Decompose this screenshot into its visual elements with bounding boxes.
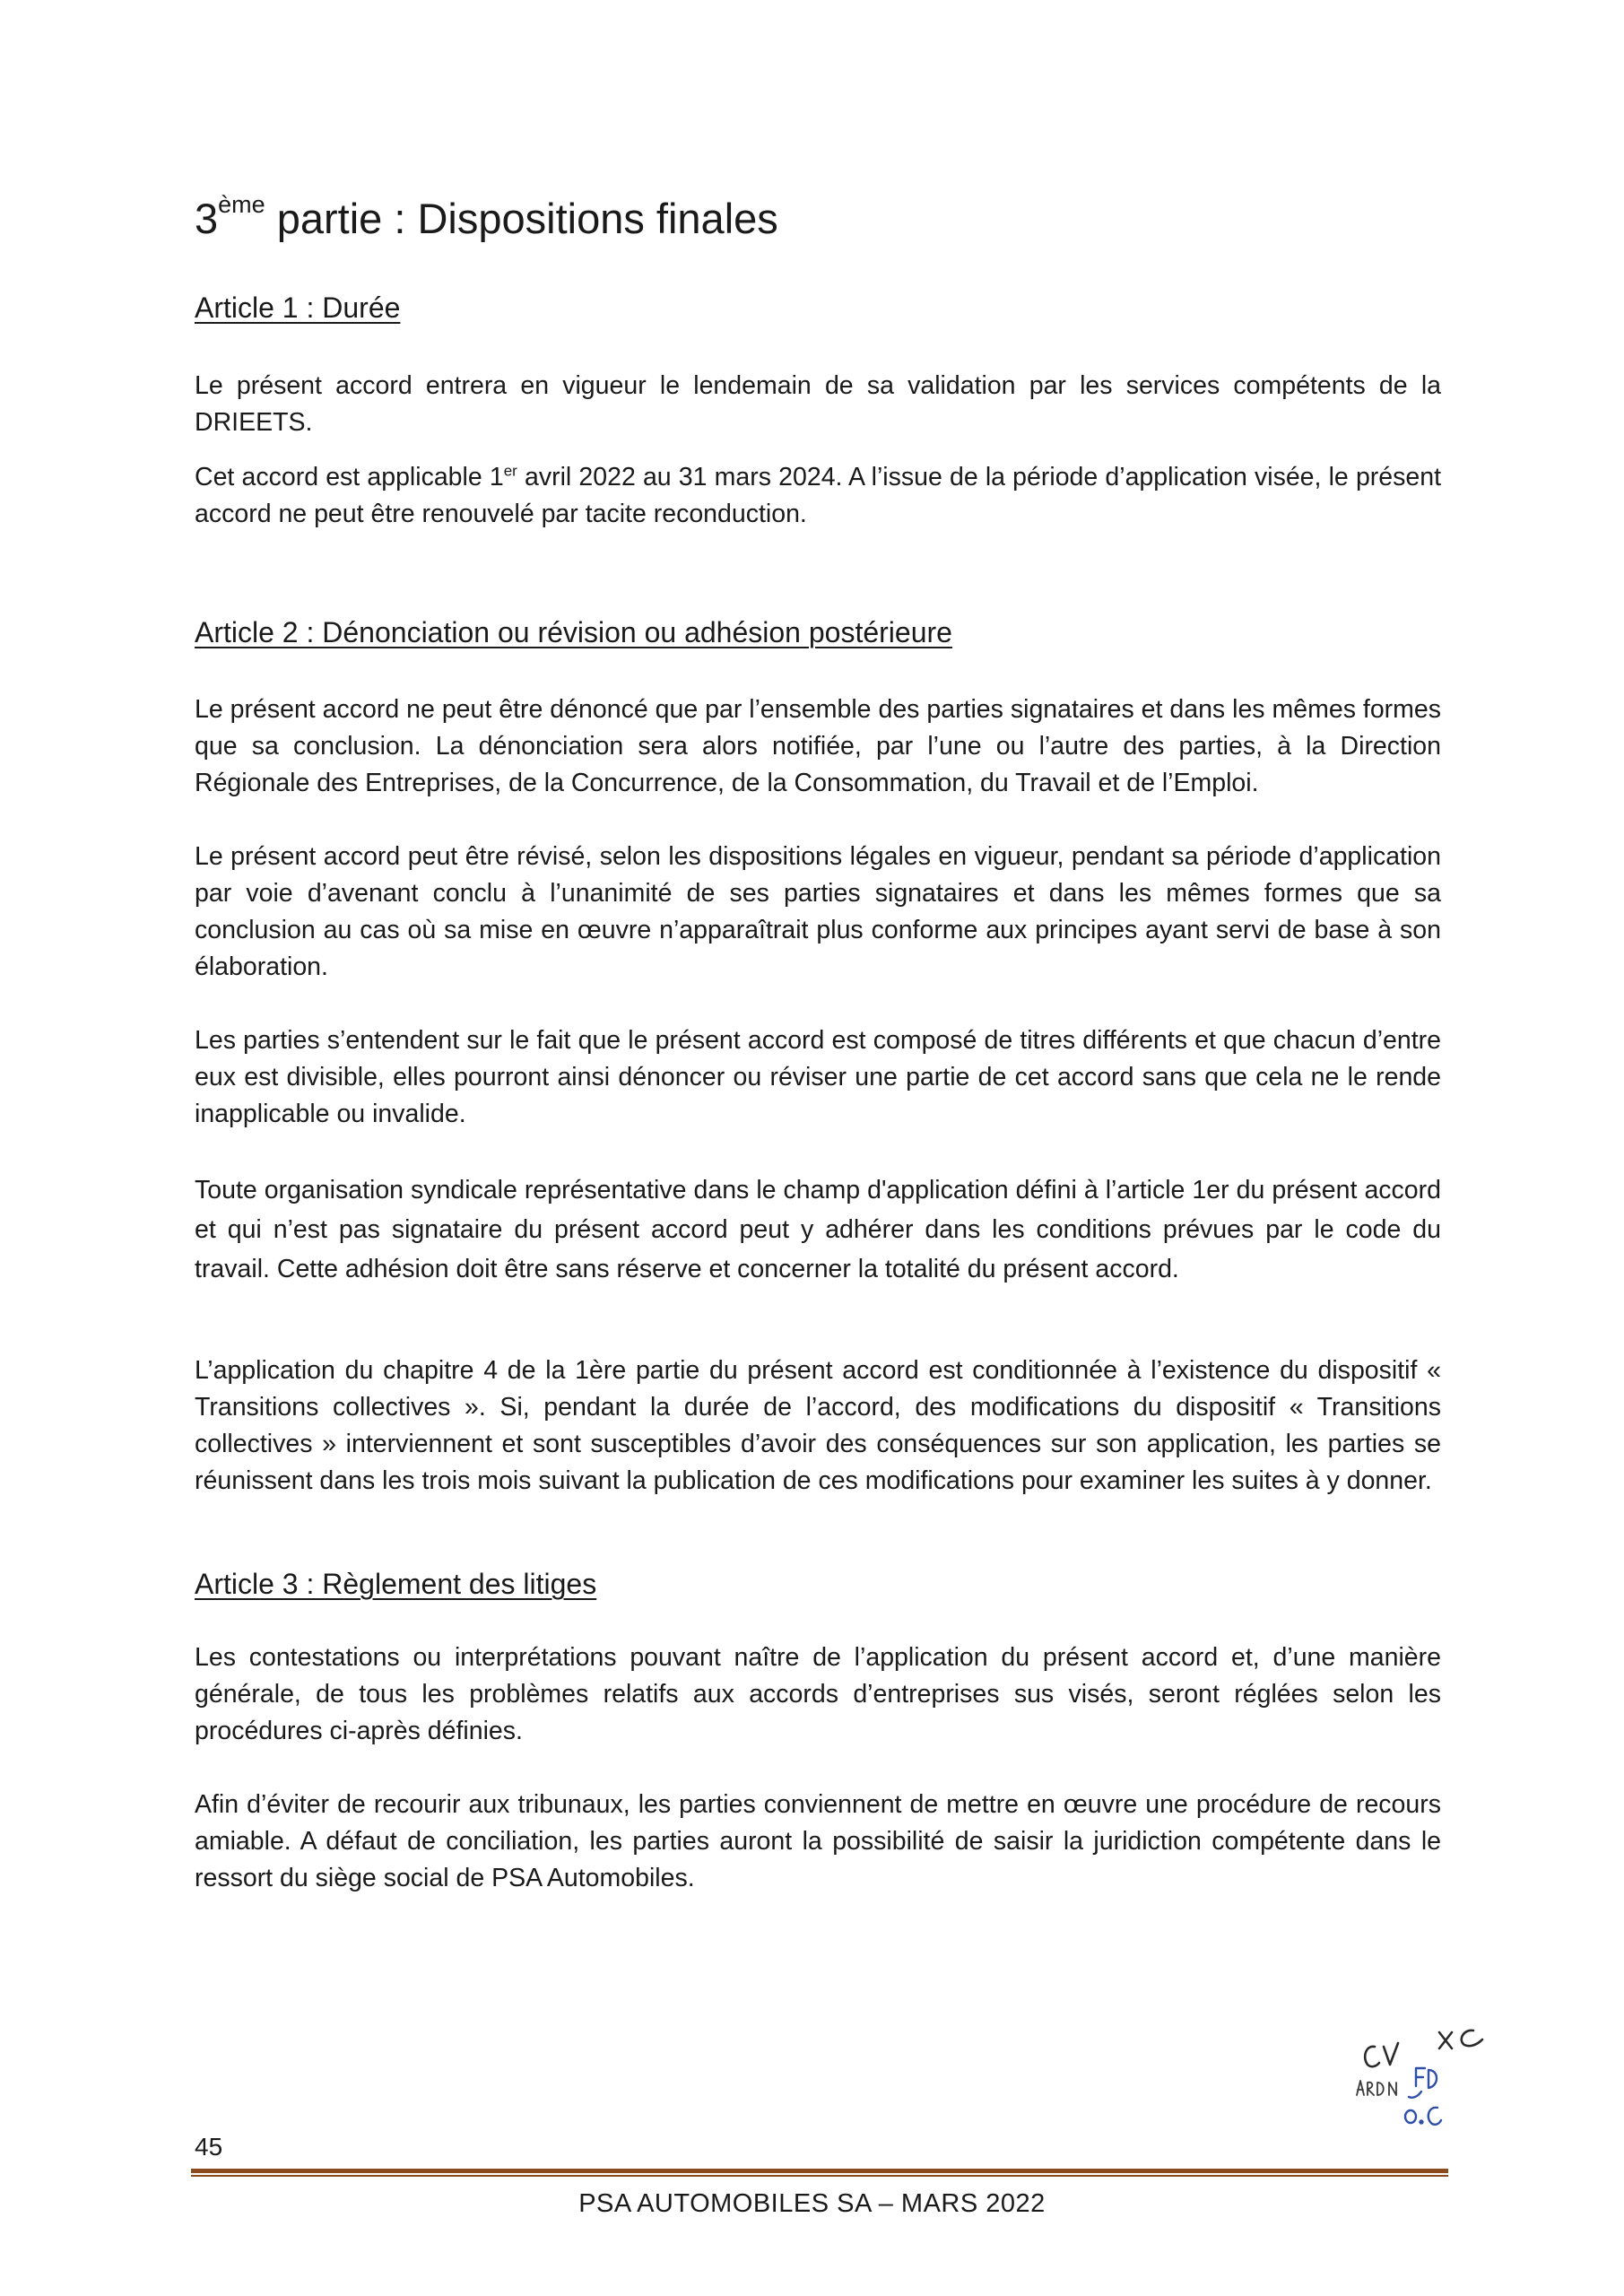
article-3-paragraph-1: Les contestations ou interprétations pouvant naître de l’application du présent accord et, d’une manière générale, de tous les problèmes relatifs aux accords d’entreprises sus visés, seront réglées selon les procédures ci-après définies.: [195, 1643, 1441, 1745]
article-2-paragraph-1: Le présent accord ne peut être dénoncé que par l’ensemble des parties signataires et dans les mêmes formes que sa conclusion. La dénonciation sera alors notifiée, par l’une ou l’autre des parties, à la Direction Régionale des Entreprises, de la Concurrence, de la Consommation, du Travail et de l’Emploi.: [195, 695, 1441, 797]
article-3-paragraph-2: Afin d’éviter de recourir aux tribunaux, les parties conviennent de mettre en œuvre une procédure de recours amiable. A défaut de conciliation, les parties auront la possibilité de saisir la juridiction compétente dans le ressort du siège social de PSA Automobiles.: [195, 1790, 1441, 1892]
footer-text: PSA AUTOMOBILES SA – MARS 2022: [578, 2189, 1046, 2218]
part-number-suffix: ème: [218, 191, 265, 219]
initials-xc: [1439, 2031, 1482, 2048]
article-2-paragraph-3: Les parties s’entendent sur le fait que le présent accord est composé de titres différents et que chacun d’entre eux est divisible, elles pourront ainsi dénoncer ou réviser une partie de cet accord sans que cela ne le rende inapplicable ou invalide.: [195, 1026, 1441, 1128]
footer-rule: [191, 2169, 1448, 2178]
part-title-text: partie : Dispositions finales: [265, 195, 778, 242]
paragraph-text: avril 2022 au 31 mars 2024. A l’issue de la période d’application visée, le présent accord ne peut être renouvelé par tacite reconduction.: [195, 463, 1441, 528]
article-2-paragraph-4: Toute organisation syndicale représentative dans le champ d'application défini à l’article 1er du présent accord et qui n’est pas signataire du présent accord peut y adhérer dans les conditions prévues par le code du travail. Cette adhésion doit être sans réserve et concerner la totalité du présent accord.: [195, 1176, 1441, 1283]
part-number: 3: [195, 195, 219, 242]
article-2-heading: Article 2 : Dénonciation ou révision ou adhésion postérieure: [195, 616, 952, 648]
article-2-paragraph-5: L’application du chapitre 4 de la 1ère partie du présent accord est conditionnée à l’existence du dispositif « Transitions collectives ». Si, pendant la durée de l’accord, des modifications du dispositif « Transitions collectives » interviennent et sont susceptibles d’avoir des conséquences sur son application, les parties se réunissent dans les trois mois suivant la publication de ces modifications pour examiner les suites à y donner.: [195, 1356, 1441, 1495]
article-2-paragraph-2: Le présent accord peut être révisé, selon les dispositions légales en vigueur, pendant sa période d’application par voie d’avenant conclu à l’unanimité de ses parties signataires et dans les mêmes formes que sa conclusion au cas où sa mise en œuvre n’apparaîtrait plus conforme aux principes ayant servi de base à son élaboration.: [195, 842, 1441, 981]
part-title: [195, 192, 778, 246]
page-number: 45: [195, 2133, 223, 2161]
article-1-paragraph-1: Le présent accord entrera en vigueur le lendemain de sa validation par les services compétents de la DRIEETS.: [195, 371, 1441, 437]
initials-fd: [1409, 2068, 1437, 2098]
article-3-heading: Article 3 : Règlement des litiges: [195, 1568, 597, 1600]
ordinal-suffix: er: [503, 462, 517, 480]
initials-cv: [1365, 2043, 1398, 2066]
article-1-heading: Article 1 : Durée: [195, 291, 401, 324]
paragraph-text: Cet accord est applicable 1: [195, 463, 504, 491]
initials-ardn: [1357, 2081, 1396, 2095]
article-1-paragraph-2: [195, 459, 1441, 533]
signature-initials: [1350, 2018, 1493, 2135]
initials-oc: [1405, 2108, 1441, 2125]
